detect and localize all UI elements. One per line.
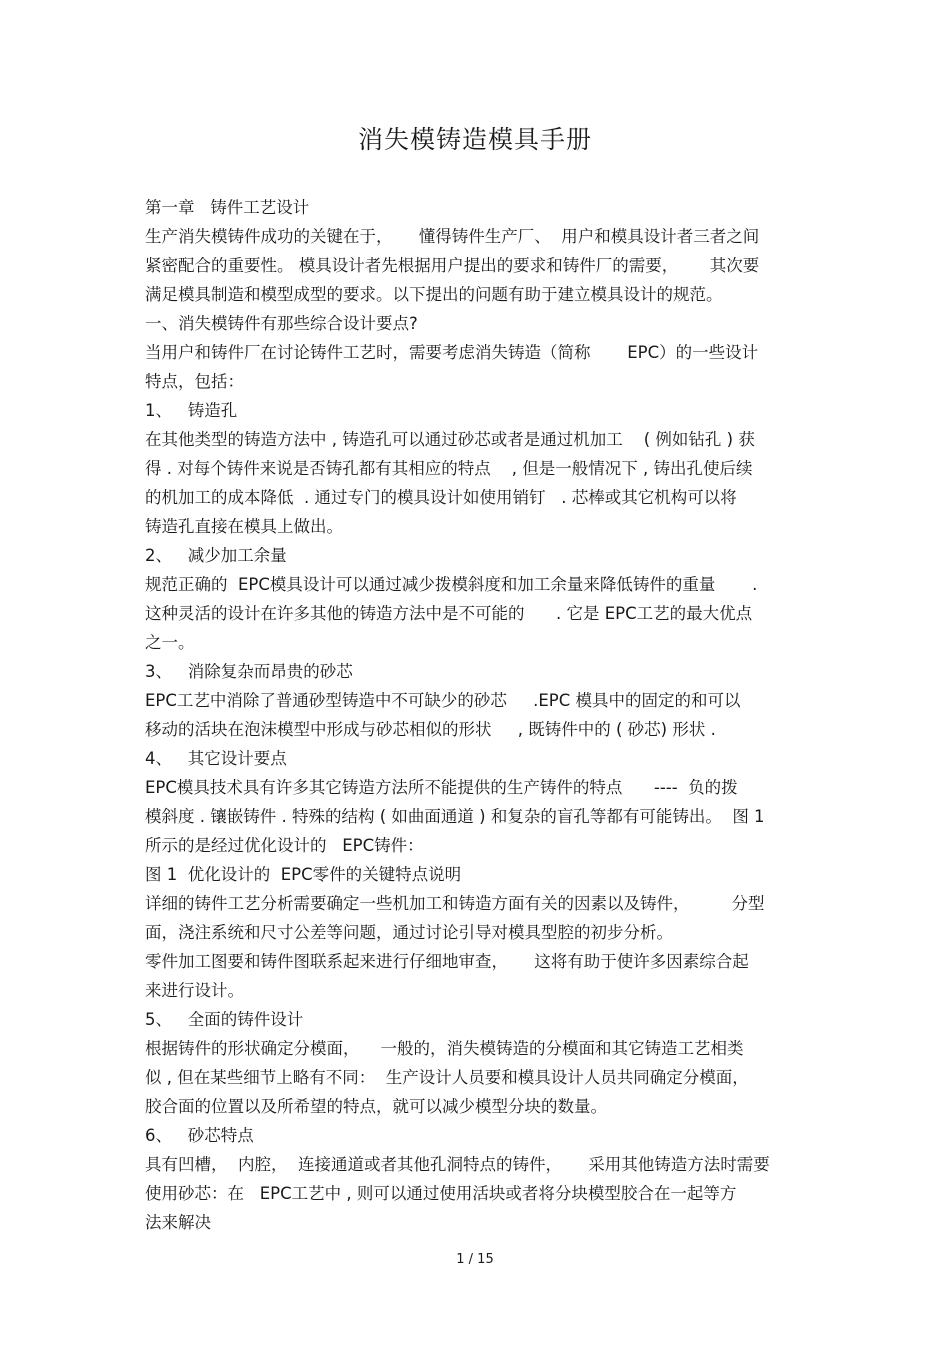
text-line: 紧密配合的重要性。 模具设计者先根据用户提出的要求和铸件厂的需要， 其次要 xyxy=(145,256,760,275)
text-line: 之一。 xyxy=(145,633,195,652)
text-line: 所示的是经过优化设计的 EPC铸件： xyxy=(145,836,424,855)
text-line: 当用户和铸件厂在讨论铸件工艺时，需要考虑消失铸造（简称 EPC）的一些设计 xyxy=(145,343,759,362)
text-line: 特点，包括： xyxy=(145,372,244,391)
text-line: 这种灵活的设计在许多其他的铸造方法中是不可能的 . 它是 EPC工艺的最大优点 xyxy=(145,604,753,623)
text-line: 模斜度 . 镶嵌铸件 . 特殊的结构 ( 如曲面通道 ) 和复杂的盲孔等都有可能铸出。 图 1 xyxy=(145,807,765,826)
text-line: 根据铸件的形状确定分模面， 一般的，消失模铸造的分模面和其它铸造工艺相类 xyxy=(145,1039,744,1058)
text-line: 生产消失模铸件成功的关键在于， 懂得铸件生产厂、 用户和模具设计者三者之间 xyxy=(145,227,760,246)
text-line: 详细的铸件工艺分析需要确定一些机加工和铸造方面有关的因素以及铸件， 分型 xyxy=(145,894,765,913)
document-title: 消失模铸造模具手册 xyxy=(357,125,592,154)
text-line: 在其他类型的铸造方法中 , 铸造孔可以通过砂芯或者是通过机加工 ( 例如钻孔 ) 获 xyxy=(145,430,755,449)
page-number: 1 / 15 xyxy=(456,1252,494,1267)
text-line: 使用砂芯：在 EPC工艺中 , 则可以通过使用活块或者将分块模型胶合在一起等方 xyxy=(145,1184,737,1203)
text-line: 图 1 优化设计的 EPC零件的关键特点说明 xyxy=(145,865,462,884)
text-line: 似 , 但在某些细节上略有不同： 生产设计人员要和模具设计人员共同确定分模面， xyxy=(145,1068,749,1087)
text-line: 1、 铸造孔 xyxy=(145,401,238,420)
text-line: 胶合面的位置以及所希望的特点，就可以减少模型分块的数量。 xyxy=(145,1097,607,1116)
text-line: 来进行设计。 xyxy=(145,981,244,1000)
text-line: EPC模具技术具有许多其它铸造方法所不能提供的生产铸件的特点 ---- 负的拨 xyxy=(145,778,738,797)
text-line: 2、 减少加工余量 xyxy=(145,546,287,565)
text-line: 的机加工的成本降低 . 通过专门的模具设计如使用销钉 . 芯棒或其它机构可以将 xyxy=(145,488,737,507)
text-line: 3、 消除复杂而昂贵的砂芯 xyxy=(145,662,353,681)
text-line: 法来解决 xyxy=(145,1213,211,1232)
text-line: 一、消失模铸件有那些综合设计要点? xyxy=(145,314,418,333)
text-line: 得 . 对每个铸件来说是否铸孔都有其相应的特点 , 但是一般情况下 , 铸出孔使后续 xyxy=(145,459,753,478)
text-line: 移动的活块在泡沫模型中形成与砂芯相似的形状 , 既铸件中的 ( 砂芯) 形状 . xyxy=(145,720,716,739)
text-line: 铸造孔直接在模具上做出。 xyxy=(145,517,343,536)
text-line: EPC工艺中消除了普通砂型铸造中不可缺少的砂芯 .EPC 模具中的固定的和可以 xyxy=(145,691,741,710)
text-line: 满足模具制造和模型成型的要求。以下提出的问题有助于建立模具设计的规范。 xyxy=(145,285,723,304)
document-body xyxy=(145,193,815,1237)
text-line: 零件加工图要和铸件图联系起来进行仔细地审查， 这将有助于使许多因素综合起 xyxy=(145,952,749,971)
text-line: 具有凹槽， 内腔， 连接通道或者其他孔洞特点的铸件， 采用其他铸造方法时需要 xyxy=(145,1155,770,1174)
text-line: 6、 砂芯特点 xyxy=(145,1126,254,1145)
text-line: 第一章 铸件工艺设计 xyxy=(145,198,310,217)
text-line: 规范正确的 EPC模具设计可以通过减少拨模斜度和加工余量来降低铸件的重量 . xyxy=(145,575,758,594)
text-line: 面，浇注系统和尺寸公差等问题，通过讨论引导对模具型腔的初步分析。 xyxy=(145,923,673,942)
text-line: 4、 其它设计要点 xyxy=(145,749,287,768)
text-line: 5、 全面的铸件设计 xyxy=(145,1010,304,1029)
